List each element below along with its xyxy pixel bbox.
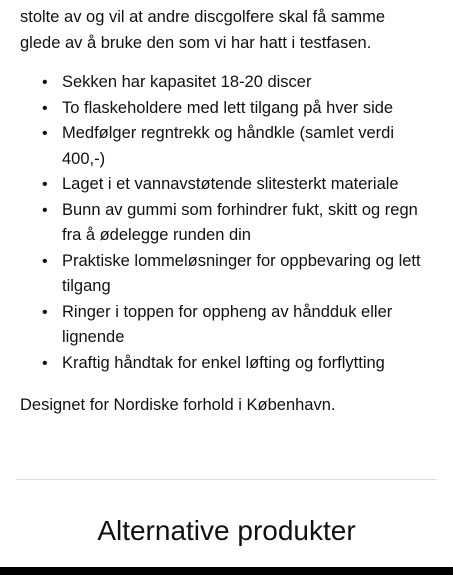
intro-line-1: stolte av og vil at andre discgolfere skal få samme: [20, 8, 386, 26]
list-item: [20, 198, 440, 249]
feature-text: Praktiske lommeløsninger for oppbevaring og lett tilgang: [62, 251, 421, 295]
feature-text: Ringer i toppen for oppheng av håndduk eller lignende: [62, 302, 393, 346]
feature-text: Sekken har kapasitet 18-20 discer: [62, 73, 312, 91]
bullet-icon: •: [42, 201, 48, 219]
intro-line-2: glede av å bruke den som vi har hatt i testfasen.: [20, 34, 372, 52]
outro-paragraph: Designet for Nordiske forhold i København.: [20, 396, 336, 414]
list-item: [20, 96, 440, 122]
feature-text: To flaskeholdere med lett tilgang på hver side: [62, 98, 394, 117]
bullet-icon: •: [42, 99, 48, 117]
list-item: [20, 70, 440, 96]
bullet-icon: •: [42, 303, 48, 321]
list-item: [20, 172, 440, 198]
intro-paragraph: [20, 4, 440, 56]
bullet-icon: •: [42, 74, 48, 91]
feature-text: Bunn av gummi som forhindrer fukt, skitt og regn fra å ødelegge runden din: [62, 200, 418, 244]
list-item: [20, 121, 440, 172]
feature-list: [20, 70, 440, 376]
list-item: [20, 351, 440, 377]
section-divider: [16, 479, 437, 480]
feature-text: Kraftig håndtak for enkel løfting og forflytting: [62, 353, 385, 372]
list-item: [20, 300, 440, 351]
bullet-icon: •: [42, 252, 48, 270]
bullet-icon: •: [42, 354, 48, 372]
feature-text: Medfølger regntrekk og håndkle (samlet verdi 400,-): [62, 124, 394, 168]
related-products-heading: Alternative produkter: [97, 515, 356, 546]
list-item: [20, 249, 440, 300]
feature-text: Laget i et vannavstøtende slitesterkt materiale: [62, 175, 399, 193]
bullet-icon: •: [42, 125, 48, 142]
bullet-icon: •: [42, 176, 48, 193]
bottom-bar: [0, 567, 453, 575]
